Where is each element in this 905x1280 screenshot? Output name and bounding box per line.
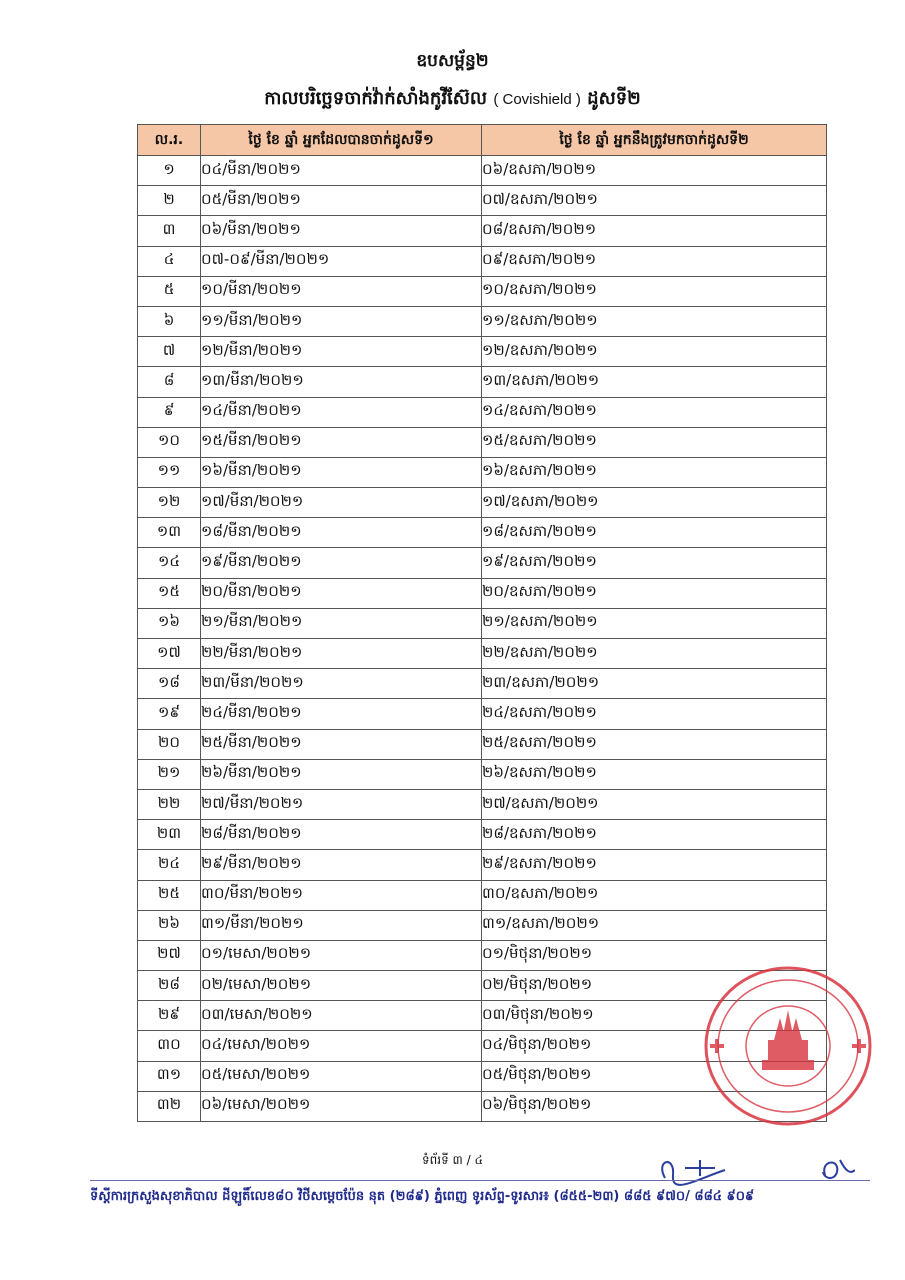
dose2-date: ០៥/មិថុនា/២០២១ <box>482 1061 827 1091</box>
table-row <box>138 639 827 669</box>
dose2-date: ២៩/ឧសភា/២០២១ <box>482 850 827 880</box>
dose1-date: ០២/មេសា/២០២១ <box>201 971 482 1001</box>
row-number: ១០ <box>138 427 201 457</box>
dose2-date: ១០/ឧសភា/២០២១ <box>482 276 827 306</box>
table-row <box>138 156 827 186</box>
table-row <box>138 186 827 216</box>
row-number: ៣ <box>138 216 201 246</box>
dose1-date: ១៤/មីនា/២០២១ <box>201 397 482 427</box>
dose2-date: ០៨/ឧសភា/២០២១ <box>482 216 827 246</box>
table-row <box>138 759 827 789</box>
row-number: ៧ <box>138 337 201 367</box>
dose1-date: ២១/មីនា/២០២១ <box>201 608 482 638</box>
dose2-date: ១៩/ឧសភា/២០២១ <box>482 548 827 578</box>
title-main: កាលបរិច្ឆេទចាក់វ៉ាក់សាំងកូវីស៊ែល <box>264 88 488 109</box>
row-number: ២៩ <box>138 1001 201 1031</box>
dose2-date: ០៣/មិថុនា/២០២១ <box>482 1001 827 1031</box>
document-title <box>0 86 905 113</box>
dose2-date: ១៦/ឧសភា/២០២១ <box>482 457 827 487</box>
table-row <box>138 457 827 487</box>
dose1-date: ០៥/មេសា/២០២១ <box>201 1061 482 1091</box>
table-row <box>138 669 827 699</box>
dose2-date: ២៧/ឧសភា/២០២១ <box>482 789 827 819</box>
dose2-date: ៣១/ឧសភា/២០២១ <box>482 910 827 940</box>
dose1-date: ០៣/មេសា/២០២១ <box>201 1001 482 1031</box>
row-number: ២៥ <box>138 880 201 910</box>
dose2-date: ២៥/ឧសភា/២០២១ <box>482 729 827 759</box>
dose1-date: ២២/មីនា/២០២១ <box>201 639 482 669</box>
dose2-date: ០៩/ឧសភា/២០២១ <box>482 246 827 276</box>
table-row <box>138 850 827 880</box>
dose2-date: ០៧/ឧសភា/២០២១ <box>482 186 827 216</box>
row-number: ២៧ <box>138 940 201 970</box>
row-number: ១៨ <box>138 669 201 699</box>
row-number: ១៩ <box>138 699 201 729</box>
dose1-date: ២៣/មីនា/២០២១ <box>201 669 482 699</box>
dose1-date: ២៨/មីនា/២០២១ <box>201 820 482 850</box>
row-number: ២៤ <box>138 850 201 880</box>
col-header-number: ល.រ. <box>138 125 201 156</box>
row-number: ៨ <box>138 367 201 397</box>
row-number: ១២ <box>138 488 201 518</box>
title-dose: ដូសទី២ <box>587 88 641 109</box>
table-row <box>138 367 827 397</box>
table-row <box>138 910 827 940</box>
dose2-date: ០១/មិថុនា/២០២១ <box>482 940 827 970</box>
dose1-date: ១៩/មីនា/២០២១ <box>201 548 482 578</box>
row-number: ២៦ <box>138 910 201 940</box>
row-number: ៣២ <box>138 1091 201 1121</box>
dose1-date: ១៦/មីនា/២០២១ <box>201 457 482 487</box>
table-row <box>138 729 827 759</box>
table-row <box>138 397 827 427</box>
dose2-date: ២២/ឧសភា/២០២១ <box>482 639 827 669</box>
table-row <box>138 306 827 336</box>
row-number: ១ <box>138 156 201 186</box>
row-number: ៤ <box>138 246 201 276</box>
col-header-dose1-date: ថ្ងៃ ខែ ឆ្នាំ អ្នកដែលបានចាក់ដូសទី១ <box>201 125 482 156</box>
dose2-date: ០៤/មិថុនា/២០២១ <box>482 1031 827 1061</box>
table-row <box>138 246 827 276</box>
page-number: ទំព័រទី ៣ / ៤ <box>422 1153 483 1167</box>
annex-title: ឧបសម្ព័ន្ធ២ <box>416 51 489 71</box>
dose1-date: ២៥/មីនា/២០២១ <box>201 729 482 759</box>
dose1-date: ១០/មីនា/២០២១ <box>201 276 482 306</box>
dose2-date: ១៧/ឧសភា/២០២១ <box>482 488 827 518</box>
row-number: ៥ <box>138 276 201 306</box>
table-row <box>138 608 827 638</box>
row-number: ២២ <box>138 789 201 819</box>
dose1-date: ៣០/មីនា/២០២១ <box>201 880 482 910</box>
row-number: ២៨ <box>138 971 201 1001</box>
dose2-date: ១៤/ឧសភា/២០២១ <box>482 397 827 427</box>
dose2-date: ១៥/ឧសភា/២០២១ <box>482 427 827 457</box>
table-row <box>138 699 827 729</box>
dose2-date: ១៣/ឧសភា/២០២១ <box>482 367 827 397</box>
row-number: ៩ <box>138 397 201 427</box>
dose2-date: ១៨/ឧសភា/២០២១ <box>482 518 827 548</box>
dose2-date: ២៦/ឧសភា/២០២១ <box>482 759 827 789</box>
dose2-date: ១១/ឧសភា/២០២១ <box>482 306 827 336</box>
dose1-date: ១៣/មីនា/២០២១ <box>201 367 482 397</box>
row-number: ១៤ <box>138 548 201 578</box>
dose2-date: ២៤/ឧសភា/២០២១ <box>482 699 827 729</box>
footer-divider <box>90 1180 870 1181</box>
dose1-date: ២៩/មីនា/២០២១ <box>201 850 482 880</box>
dose1-date: ២៤/មីនា/២០២១ <box>201 699 482 729</box>
row-number: ២១ <box>138 759 201 789</box>
table-row <box>138 820 827 850</box>
table-header-row <box>138 125 827 156</box>
ministry-seal <box>700 960 880 1135</box>
dose1-date: ១៨/មីនា/២០២១ <box>201 518 482 548</box>
dose1-date: ៣១/មីនា/២០២១ <box>201 910 482 940</box>
table-row <box>138 488 827 518</box>
row-number: ៣០ <box>138 1031 201 1061</box>
col-header-dose2-date: ថ្ងៃ ខែ ឆ្នាំ អ្នកនឹងត្រូវមកចាក់ដូសទី២ <box>482 125 827 156</box>
dose1-date: ០៤/មីនា/២០២១ <box>201 156 482 186</box>
dose2-date: ០២/មិថុនា/២០២១ <box>482 971 827 1001</box>
dose1-date: ០៦/មីនា/២០២១ <box>201 216 482 246</box>
dose1-date: ១៥/មីនា/២០២១ <box>201 427 482 457</box>
table-row <box>138 276 827 306</box>
dose2-date: ០៦/ឧសភា/២០២១ <box>482 156 827 186</box>
row-number: ១៣ <box>138 518 201 548</box>
dose1-date: ១៧/មីនា/២០២១ <box>201 488 482 518</box>
dose1-date: ០៦/មេសា/២០២១ <box>201 1091 482 1121</box>
dose1-date: ២៧/មីនា/២០២១ <box>201 789 482 819</box>
row-number: ១៧ <box>138 639 201 669</box>
table-row <box>138 578 827 608</box>
row-number: ១១ <box>138 457 201 487</box>
table-row <box>138 518 827 548</box>
dose1-date: ០៤/មេសា/២០២១ <box>201 1031 482 1061</box>
row-number: ៦ <box>138 306 201 336</box>
dose2-date: ២៣/ឧសភា/២០២១ <box>482 669 827 699</box>
dose2-date: ០៦/មិថុនា/២០២១ <box>482 1091 827 1121</box>
table-row <box>138 548 827 578</box>
title-vaccine: ( Covishield ) <box>493 91 581 108</box>
row-number: ២៣ <box>138 820 201 850</box>
row-number: ៣១ <box>138 1061 201 1091</box>
table-row <box>138 427 827 457</box>
dose2-date: ៣០/ឧសភា/២០២១ <box>482 880 827 910</box>
dose2-date: ២១/ឧសភា/២០២១ <box>482 608 827 638</box>
footer-address: ទីស្តីការក្រសួងសុខាភិបាល ដីឡូតិ៍លេខ៨០ វិថីសម្តេចប៉ែន នុត (២៨៩) ភ្នំពេញ ទូរស័ព្ទ-ទូរសារ៖ (៨៥៥-២៣) ៨៨៥ ៩៧០/ ៨៨៤ ៩០៩ <box>90 1189 755 1204</box>
dose1-date: ២៦/មីនា/២០២១ <box>201 759 482 789</box>
dose1-date: ០៥/មីនា/២០២១ <box>201 186 482 216</box>
row-number: ១៦ <box>138 608 201 638</box>
dose1-date: ១១/មីនា/២០២១ <box>201 306 482 336</box>
table-row <box>138 789 827 819</box>
dose2-date: ១២/ឧសភា/២០២១ <box>482 337 827 367</box>
table-row <box>138 337 827 367</box>
dose2-date: ២០/ឧសភា/២០២១ <box>482 578 827 608</box>
row-number: ២ <box>138 186 201 216</box>
table-row <box>138 880 827 910</box>
dose2-date: ២៨/ឧសភា/២០២១ <box>482 820 827 850</box>
dose1-date: ០៧-០៩/មីនា/២០២១ <box>201 246 482 276</box>
dose1-date: ១២/មីនា/២០២១ <box>201 337 482 367</box>
dose1-date: ២០/មីនា/២០២១ <box>201 578 482 608</box>
dose1-date: ០១/មេសា/២០២១ <box>201 940 482 970</box>
row-number: ១៥ <box>138 578 201 608</box>
table-row <box>138 216 827 246</box>
row-number: ២០ <box>138 729 201 759</box>
